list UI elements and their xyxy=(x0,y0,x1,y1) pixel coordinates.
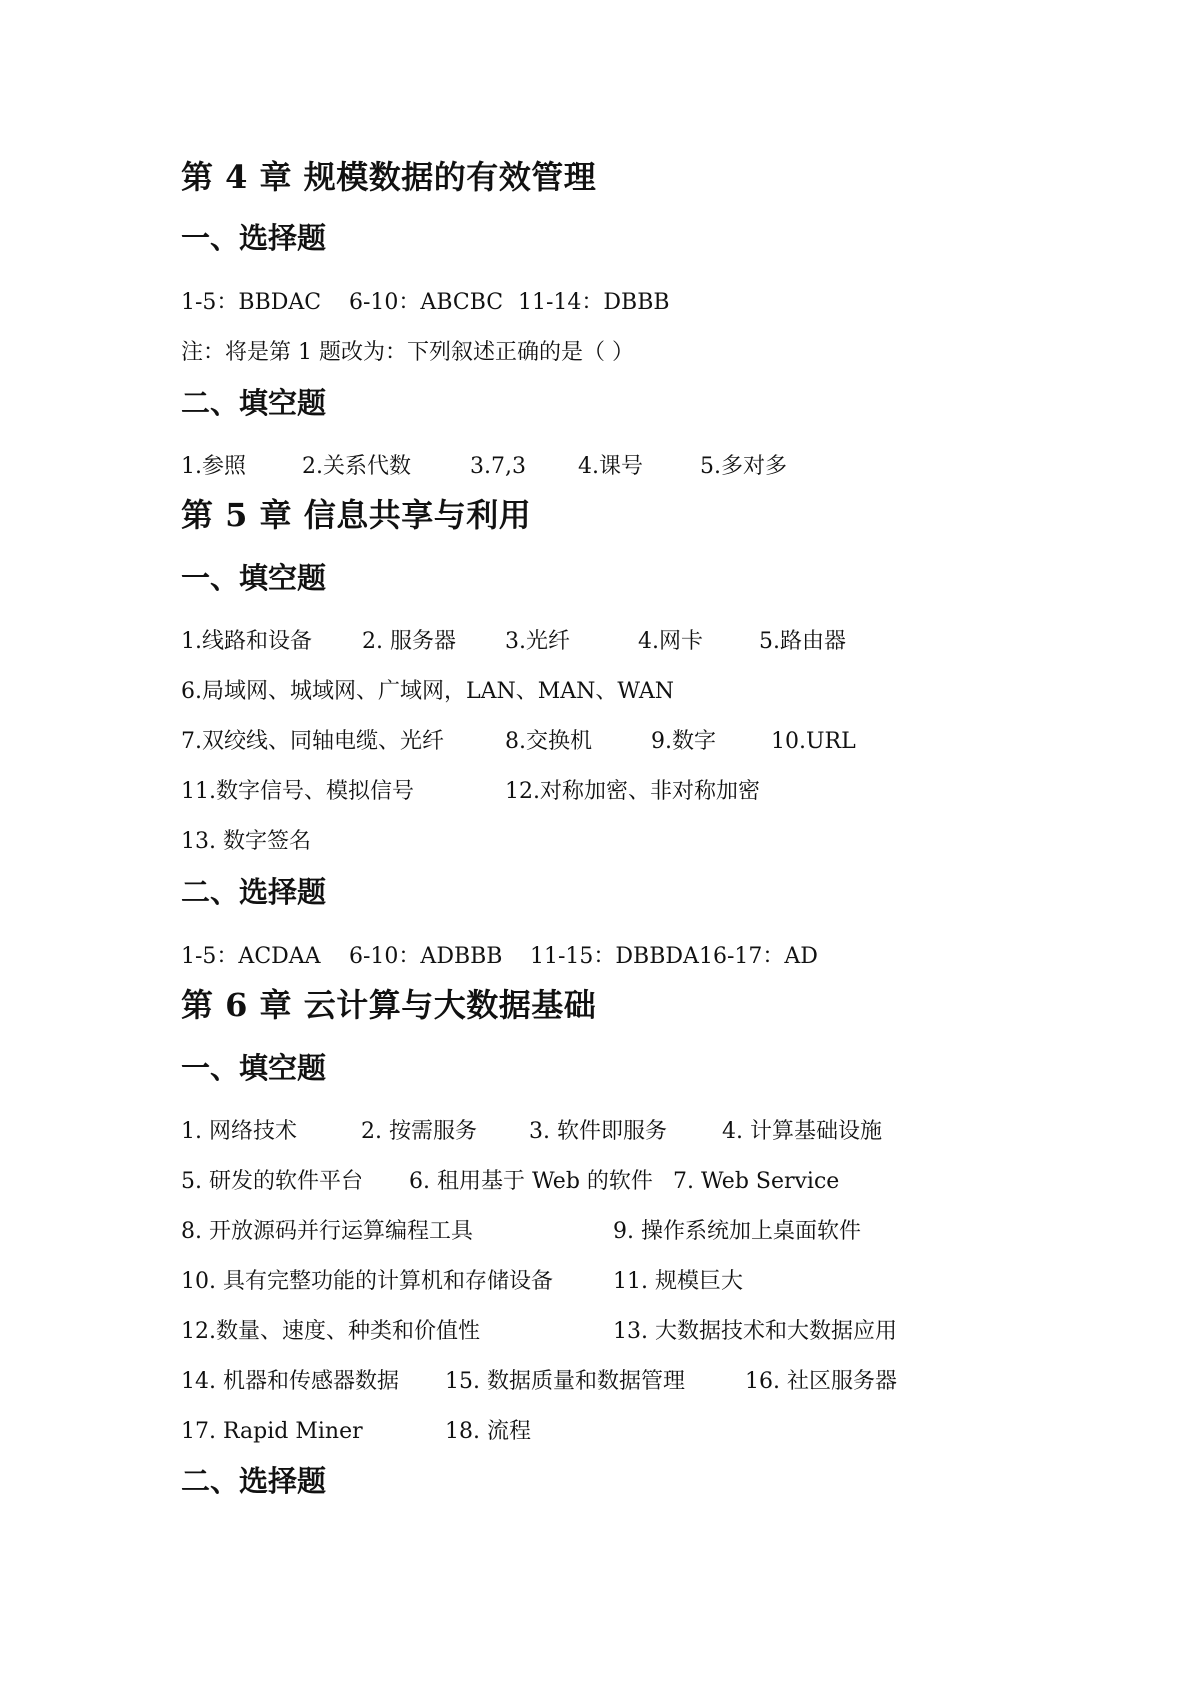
ch5-section-fill-heading: 一、填空题 xyxy=(181,561,327,595)
ch6-fill-item: 3. 软件即服务 xyxy=(529,1119,667,1144)
ch4-note: 注：将是第 1 题改为：下列叙述正确的是（ ） xyxy=(181,340,634,365)
ch5-fill-item: 12.对称加密、非对称加密 xyxy=(505,779,760,804)
ch5-fill-item: 8.交换机 xyxy=(505,729,592,754)
ch4-fill-item: 2.关系代数 xyxy=(302,454,411,479)
ch6-fill-item: 12.数量、速度、种类和价值性 xyxy=(181,1319,480,1344)
ch6-fill-item: 14. 机器和传感器数据 xyxy=(181,1369,399,1394)
ch4-fill-item: 4.课号 xyxy=(578,454,643,479)
ch6-fill-item: 17. Rapid Miner xyxy=(181,1419,363,1444)
ch6-section-choice-heading: 二、选择题 xyxy=(181,1464,327,1498)
ch5-fill-item: 10.URL xyxy=(771,729,856,754)
ch6-fill-item: 9. 操作系统加上桌面软件 xyxy=(613,1219,861,1244)
ch5-fill-item: 5.路由器 xyxy=(759,629,846,654)
ch4-fill-item: 5.多对多 xyxy=(700,454,787,479)
ch6-fill-item: 10. 具有完整功能的计算机和存储设备 xyxy=(181,1269,553,1294)
ch6-fill-item: 13. 大数据技术和大数据应用 xyxy=(613,1319,897,1344)
chapter-6-title: 第 6 章 云计算与大数据基础 xyxy=(181,986,597,1024)
ch6-fill-item: 6. 租用基于 Web 的软件 xyxy=(409,1169,653,1194)
ch6-fill-item: 16. 社区服务器 xyxy=(745,1369,897,1394)
ch6-fill-item: 15. 数据质量和数据管理 xyxy=(445,1369,685,1394)
ch6-fill-item: 7. Web Service xyxy=(673,1169,840,1194)
chapter-5-title: 第 5 章 信息共享与利用 xyxy=(181,496,532,534)
ch6-fill-item: 18. 流程 xyxy=(445,1419,531,1444)
ch5-fill-row-2: 6.局域网、城域网、广域网，LAN、MAN、WAN xyxy=(181,679,675,704)
ch6-fill-item: 5. 研发的软件平台 xyxy=(181,1169,363,1194)
ch6-fill-item: 1. 网络技术 xyxy=(181,1119,297,1144)
ch6-fill-item: 4. 计算基础设施 xyxy=(722,1119,882,1144)
ch5-fill-item: 7.双绞线、同轴电缆、光纤 xyxy=(181,729,444,754)
ch6-section-fill-heading: 一、填空题 xyxy=(181,1051,327,1085)
ch5-fill-item: 11.数字信号、模拟信号 xyxy=(181,779,414,804)
ch4-section-choice-heading: 一、选择题 xyxy=(181,221,327,255)
ch5-fill-item: 9.数字 xyxy=(651,729,716,754)
ch6-fill-item: 8. 开放源码并行运算编程工具 xyxy=(181,1219,473,1244)
ch5-answer-group: 1-5：ACDAA xyxy=(181,944,321,969)
ch6-fill-item: 11. 规模巨大 xyxy=(613,1269,743,1294)
ch4-answer-group: 1-5：BBDAC xyxy=(181,290,322,315)
ch5-fill-item: 1.线路和设备 xyxy=(181,629,312,654)
ch5-answer-group: 11-15：DBBDA xyxy=(530,944,699,969)
ch5-fill-item: 3.光纤 xyxy=(505,629,570,654)
ch5-fill-row-5: 13. 数字签名 xyxy=(181,829,311,854)
ch4-section-fill-heading: 二、填空题 xyxy=(181,386,327,420)
ch4-fill-item: 1.参照 xyxy=(181,454,246,479)
ch5-answer-group: 6-10：ADBBB xyxy=(349,944,503,969)
ch5-section-choice-heading: 二、选择题 xyxy=(181,875,327,909)
chapter-4-title: 第 4 章 规模数据的有效管理 xyxy=(181,158,597,196)
ch6-fill-item: 2. 按需服务 xyxy=(361,1119,477,1144)
ch4-fill-item: 3.7,3 xyxy=(470,454,526,479)
ch5-fill-item: 2. 服务器 xyxy=(362,629,456,654)
ch4-answer-group: 11-14：DBBB xyxy=(518,290,670,315)
ch5-fill-item: 4.网卡 xyxy=(638,629,703,654)
ch5-answer-group: 16-17：AD xyxy=(699,944,818,969)
ch4-answer-group: 6-10：ABCBC xyxy=(349,290,504,315)
